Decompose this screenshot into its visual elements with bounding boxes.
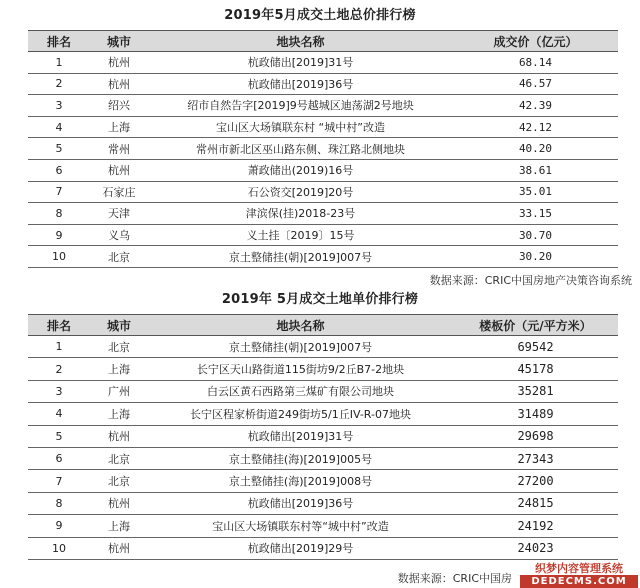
cell-city: 北京 [90,336,148,358]
table-row [28,470,618,492]
cell-parcel: 京土整储挂(朝)[2019]007号 [148,246,453,268]
cell-rank: 9 [28,515,90,537]
cell-value: 35.01 [453,181,618,203]
table-row [28,224,618,246]
cell-rank: 10 [28,246,90,268]
cell-rank: 6 [28,159,90,181]
header-value: 楼板价（元/平方米） [453,315,618,336]
table-row [28,425,618,447]
cell-rank: 2 [28,73,90,95]
cell-parcel: 长宁区程家桥街道249街坊5/1丘IV-R-07地块 [148,403,453,425]
cell-parcel: 京土整储挂(海)[2019]008号 [148,470,453,492]
cell-parcel: 白云区黄石西路第三煤矿有限公司地块 [148,380,453,402]
cell-rank: 6 [28,447,90,469]
cell-value: 24815 [453,492,618,514]
cell-value: 24023 [453,537,618,559]
cell-parcel: 京土整储挂(朝)[2019]007号 [148,336,453,358]
header-parcel: 地块名称 [148,315,453,336]
cell-city: 天津 [90,203,148,225]
cell-rank: 1 [28,336,90,358]
cell-value: 42.12 [453,116,618,138]
cell-parcel: 京土整储挂(海)[2019]005号 [148,447,453,469]
watermark-bottom-text: DEDECMS.COM [520,575,638,588]
table-row [28,380,618,402]
site-watermark [520,562,638,588]
table-row [28,515,618,537]
cell-parcel: 杭政储出[2019]36号 [148,73,453,95]
cell-city: 上海 [90,515,148,537]
cell-city: 杭州 [90,492,148,514]
cell-rank: 5 [28,138,90,160]
cell-parcel: 长宁区天山路街道115街坊9/2丘B7-2地块 [148,358,453,380]
table-row [28,181,618,203]
header-city: 城市 [90,31,148,52]
table-row [28,73,618,95]
cell-rank: 8 [28,492,90,514]
cell-city: 绍兴 [90,95,148,117]
cell-value: 30.20 [453,246,618,268]
cell-city: 杭州 [90,73,148,95]
cell-rank: 10 [28,537,90,559]
unit-price-ranking-table [28,314,618,560]
cell-rank: 2 [28,358,90,380]
cell-value: 35281 [453,380,618,402]
cell-parcel: 绍市自然告字[2019]9号越城区迪荡湖2号地块 [148,95,453,117]
cell-value: 68.14 [453,52,618,74]
cell-parcel: 津滨保(挂)2018-23号 [148,203,453,225]
cell-city: 上海 [90,116,148,138]
cell-rank: 4 [28,403,90,425]
watermark-top-text: 织梦内容管理系统 [535,562,623,575]
table-header-row [28,315,618,336]
cell-value: 69542 [453,336,618,358]
cell-rank: 5 [28,425,90,447]
cell-city: 北京 [90,447,148,469]
data-source-note-truncated: 数据来源：CRIC中国房 [397,572,512,585]
cell-city: 杭州 [90,52,148,74]
cell-parcel: 宝山区大场镇联东村等“城中村”改造 [148,515,453,537]
cell-city: 北京 [90,470,148,492]
table-row [28,159,618,181]
table-row [28,203,618,225]
table-header-row [28,31,618,52]
table1-title: 2019年5月成交土地总价排行榜 [224,8,416,23]
table-row [28,336,618,358]
cell-rank: 4 [28,116,90,138]
cell-city: 杭州 [90,425,148,447]
cell-value: 31489 [453,403,618,425]
cell-value: 38.61 [453,159,618,181]
header-rank: 排名 [28,31,90,52]
table-row [28,52,618,74]
cell-value: 29698 [453,425,618,447]
cell-value: 24192 [453,515,618,537]
cell-city: 上海 [90,358,148,380]
cell-rank: 7 [28,181,90,203]
cell-parcel: 杭政储出[2019]29号 [148,537,453,559]
table-row [28,492,618,514]
table-row [28,403,618,425]
cell-rank: 1 [28,52,90,74]
table-row [28,447,618,469]
header-city: 城市 [90,315,148,336]
cell-city: 北京 [90,246,148,268]
table2-title: 2019年 5月成交土地单价排行榜 [221,292,419,307]
table-row [28,537,618,559]
header-rank: 排名 [28,315,90,336]
table-row [28,95,618,117]
cell-value: 30.70 [453,224,618,246]
cell-parcel: 石公资交[2019]20号 [148,181,453,203]
cell-value: 33.15 [453,203,618,225]
cell-rank: 8 [28,203,90,225]
cell-rank: 9 [28,224,90,246]
data-source-note: 数据来源：CRIC中国房地产决策咨询系统 [429,274,632,287]
cell-parcel: 杭政储出[2019]36号 [148,492,453,514]
cell-value: 42.39 [453,95,618,117]
cell-city: 杭州 [90,159,148,181]
cell-city: 杭州 [90,537,148,559]
cell-parcel: 杭政储出[2019]31号 [148,52,453,74]
cell-city: 常州 [90,138,148,160]
table-row [28,138,618,160]
table-row [28,246,618,268]
cell-value: 27200 [453,470,618,492]
cell-parcel: 杭政储出[2019]31号 [148,425,453,447]
cell-value: 46.57 [453,73,618,95]
cell-rank: 3 [28,380,90,402]
cell-parcel: 义土挂〔2019〕15号 [148,224,453,246]
cell-city: 上海 [90,403,148,425]
header-parcel: 地块名称 [148,31,453,52]
cell-parcel: 常州市新北区巫山路东侧、珠江路北侧地块 [148,138,453,160]
header-value: 成交价（亿元） [453,31,618,52]
table-row [28,116,618,138]
cell-city: 义乌 [90,224,148,246]
cell-rank: 7 [28,470,90,492]
cell-city: 石家庄 [90,181,148,203]
cell-parcel: 宝山区大场镇联东村 “城中村”改造 [148,116,453,138]
cell-value: 45178 [453,358,618,380]
cell-rank: 3 [28,95,90,117]
cell-value: 27343 [453,447,618,469]
cell-parcel: 萧政储出(2019)16号 [148,159,453,181]
cell-city: 广州 [90,380,148,402]
cell-value: 40.20 [453,138,618,160]
table-row [28,358,618,380]
total-price-ranking-table [28,30,618,268]
